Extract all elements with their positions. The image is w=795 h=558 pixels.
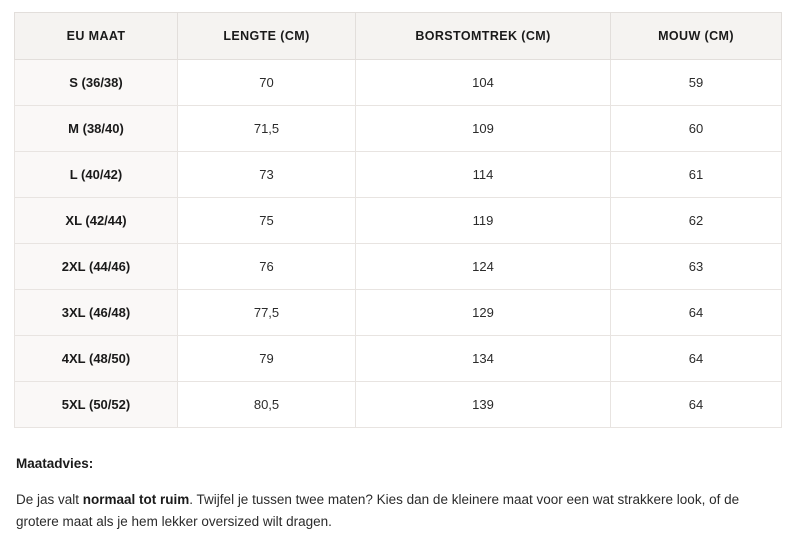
size-advice-text (16, 489, 779, 533)
size-chart-table (14, 12, 782, 428)
cell-lengte: 80,5 (178, 382, 356, 428)
cell-size: L (40/42) (15, 152, 178, 198)
table-row (15, 60, 782, 106)
cell-mouw: 60 (611, 106, 782, 152)
table-row (15, 382, 782, 428)
cell-mouw: 63 (611, 244, 782, 290)
column-header-lengte: LENGTE (CM) (178, 13, 356, 60)
cell-borstomtrek: 114 (356, 152, 611, 198)
cell-borstomtrek: 134 (356, 336, 611, 382)
cell-lengte: 73 (178, 152, 356, 198)
size-advice-title: Maatadvies: (16, 456, 94, 471)
cell-size: S (36/38) (15, 60, 178, 106)
cell-lengte: 70 (178, 60, 356, 106)
column-header-mouw: MOUW (CM) (611, 13, 782, 60)
cell-mouw: 59 (611, 60, 782, 106)
advice-text-after: . Twijfel je tussen twee maten? Kies dan de kleinere maat voor een wat strakkere look, of de grotere maat als je hem lekker oversized wilt dragen. (16, 492, 740, 529)
column-header-borstomtrek: BORSTOMTREK (CM) (356, 13, 611, 60)
cell-size: XL (42/44) (15, 198, 178, 244)
table-header-row (15, 13, 782, 60)
cell-mouw: 61 (611, 152, 782, 198)
cell-size: M (38/40) (15, 106, 178, 152)
table-row (15, 198, 782, 244)
cell-mouw: 62 (611, 198, 782, 244)
cell-lengte: 79 (178, 336, 356, 382)
table-header (15, 13, 782, 60)
cell-mouw: 64 (611, 382, 782, 428)
table-row (15, 152, 782, 198)
cell-borstomtrek: 139 (356, 382, 611, 428)
cell-mouw: 64 (611, 336, 782, 382)
table-row (15, 290, 782, 336)
advice-emphasis: normaal tot ruim (82, 492, 190, 507)
cell-lengte: 75 (178, 198, 356, 244)
advice-text-before: De jas valt (16, 492, 83, 507)
cell-size: 3XL (46/48) (15, 290, 178, 336)
cell-lengte: 77,5 (178, 290, 356, 336)
table-row (15, 244, 782, 290)
cell-mouw: 64 (611, 290, 782, 336)
table-body (15, 60, 782, 428)
cell-borstomtrek: 129 (356, 290, 611, 336)
size-advice-section (14, 456, 781, 533)
table-row (15, 336, 782, 382)
cell-size: 4XL (48/50) (15, 336, 178, 382)
cell-lengte: 71,5 (178, 106, 356, 152)
cell-borstomtrek: 104 (356, 60, 611, 106)
column-header-eu-maat: EU MAAT (15, 13, 178, 60)
cell-borstomtrek: 124 (356, 244, 611, 290)
cell-size: 2XL (44/46) (15, 244, 178, 290)
cell-lengte: 76 (178, 244, 356, 290)
table-row (15, 106, 782, 152)
cell-borstomtrek: 109 (356, 106, 611, 152)
cell-size: 5XL (50/52) (15, 382, 178, 428)
cell-borstomtrek: 119 (356, 198, 611, 244)
